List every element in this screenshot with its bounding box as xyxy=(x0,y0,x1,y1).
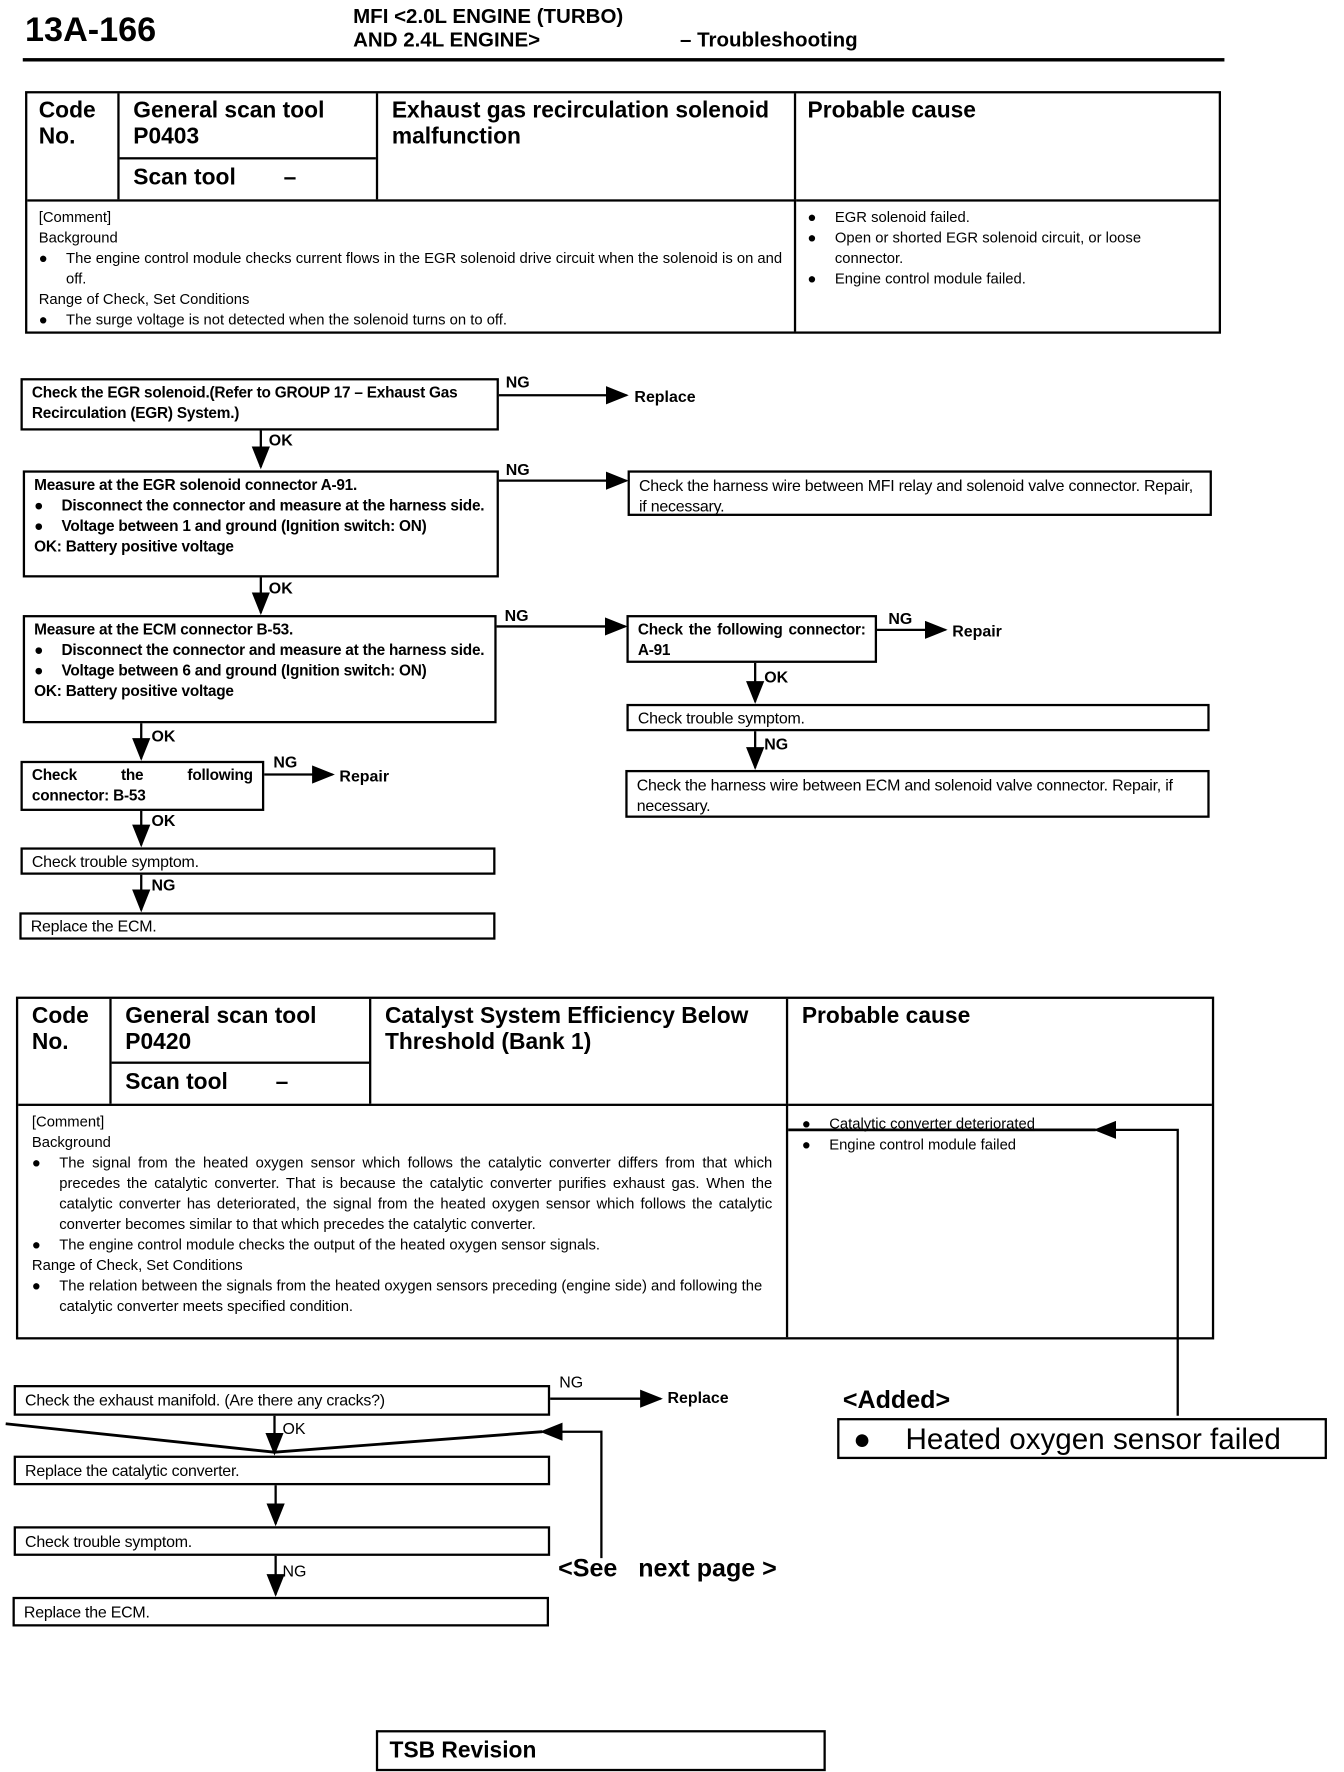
range-label: Range of Check, Set Conditions xyxy=(38,290,250,308)
added-cause-text: Heated oxygen sensor failed xyxy=(905,1421,1281,1456)
code-no-label: Code No. xyxy=(27,93,119,199)
causes-list xyxy=(788,1104,1212,1337)
ok-label: OK xyxy=(268,578,293,597)
ng-label: NG xyxy=(559,1372,584,1391)
ok-label: OK xyxy=(151,726,176,745)
background-item: ● The engine control module checks the output of the heated oxygen sensor signals. xyxy=(32,1235,772,1256)
ok-criterion-value: Battery positive voltage xyxy=(65,682,234,700)
result-repair: Repair xyxy=(952,621,1002,641)
scan-tool-label: Scan tool xyxy=(125,1069,228,1095)
step-check-harness-ecm: Check the harness wire between ECM and solenoid valve connector. Repair, if necessary. xyxy=(625,770,1209,818)
range-label: Range of Check, Set Conditions xyxy=(31,1256,243,1274)
step-item: ● Voltage between 6 and ground (Ignition switch: ON) xyxy=(34,661,485,682)
ng-label: NG xyxy=(888,609,913,628)
step-check-trouble-symptom: Check trouble symptom. xyxy=(14,1526,550,1556)
background-text: The signal from the heated oxygen sensor which follows the catalytic converter differs from that which precedes the catalytic converter. That is because the catalytic converter purifies exhaust gas. When the catalytic converter has deteriorated, the signal from the heated oxygen sensor which follows the catalytic converter becomes similar to that which precedes the catalytic converter. xyxy=(59,1153,773,1233)
step-check-connector-a91: Check the following connector: A-91 xyxy=(626,615,877,663)
step-item-text: Voltage between 1 and ground (Ignition switch: ON) xyxy=(61,517,427,535)
step-title: Measure at the EGR solenoid connector A-91. xyxy=(34,476,358,494)
scan-tool-value: – xyxy=(283,165,297,191)
cause-text: Engine control module failed. xyxy=(834,269,1026,288)
ok-criterion-value: Battery positive voltage xyxy=(65,537,234,555)
result-replace: Replace xyxy=(667,1388,729,1407)
ok-label: OK xyxy=(764,667,789,686)
dtc-table-p0420 xyxy=(16,997,1214,1340)
ng-label: NG xyxy=(505,460,530,479)
background-label: Background xyxy=(31,1133,111,1151)
cause-text: EGR solenoid failed. xyxy=(834,208,970,226)
background-item: ● The signal from the heated oxygen sensor which follows the catalytic converter differs from that which precedes the catalytic converter. That is because the catalytic converter purifies exhaust gas. When the catalytic converter has deteriorated, the signal from the heated oxygen sensor which follows the catalytic converter becomes similar to that which precedes the catalytic converter. xyxy=(32,1153,772,1235)
cause-item: ● EGR solenoid failed. xyxy=(808,207,1208,228)
range-item: ● The relation between the signals from the heated oxygen sensors preceding (engine side) and following the catalytic converter meets specified condition. xyxy=(32,1276,772,1317)
step-measure-egr-connector xyxy=(23,470,499,577)
tsb-revision-box: TSB Revision xyxy=(376,1730,826,1771)
ng-label: NG xyxy=(273,752,298,772)
step-check-connector-b53: Check the following connector: B-53 xyxy=(21,761,265,811)
general-scan-tool xyxy=(112,999,369,1064)
cause-item: ● Catalytic converter deteriorated xyxy=(802,1114,1198,1135)
general-scan-tool-label: General scan tool xyxy=(133,97,325,124)
cause-text: Catalytic converter deteriorated xyxy=(829,1115,1035,1133)
title-line-2: AND 2.4L ENGINE> xyxy=(353,28,541,52)
step-item: ● Disconnect the connector and measure at the harness side. xyxy=(34,495,487,516)
ok-criterion-label: OK: xyxy=(34,682,62,700)
ng-label: NG xyxy=(764,734,789,753)
cause-text: Open or shorted EGR solenoid circuit, or loose connector. xyxy=(834,228,1142,267)
step-item-text: Voltage between 6 and ground (Ignition switch: ON) xyxy=(61,661,427,679)
background-text: The engine control module checks current flows in the EGR solenoid drive circuit when the solenoid is on and off. xyxy=(66,249,783,288)
dtc-title: Catalyst System Efficiency Below Threshold (Bank 1) xyxy=(369,999,788,1104)
background-text: The engine control module checks the output of the heated oxygen sensor signals. xyxy=(59,1235,601,1253)
ok-criterion-label: OK: xyxy=(34,537,62,555)
step-check-trouble-symptom: Check trouble symptom. xyxy=(626,704,1209,731)
scan-tool-label: Scan tool xyxy=(133,165,236,191)
page-number: 13A-166 xyxy=(25,11,157,49)
insert-line-left xyxy=(6,1424,275,1452)
scan-tool-value: – xyxy=(275,1069,289,1095)
probable-cause-label: Probable cause xyxy=(807,97,976,124)
comment-section xyxy=(18,1104,788,1337)
see-next-page-arrow xyxy=(542,1432,601,1558)
range-text: The surge voltage is not detected when the solenoid turns on to off. xyxy=(66,310,507,329)
step-item: ● Disconnect the connector and measure at the harness side. xyxy=(34,640,485,661)
ok-label: OK xyxy=(282,1419,306,1438)
step-item-text: Disconnect the connector and measure at the harness side. xyxy=(61,641,485,659)
step-replace-catalytic-converter: Replace the catalytic converter. xyxy=(14,1456,550,1486)
step-replace-ecm: Replace the ECM. xyxy=(19,912,495,939)
ok-criterion xyxy=(34,536,487,557)
step-item: ● Voltage between 1 and ground (Ignition switch: ON) xyxy=(34,516,487,537)
range-item: ● The surge voltage is not detected when the solenoid turns on to off. xyxy=(39,310,783,331)
bullet-icon: ● xyxy=(853,1421,872,1456)
section-title: – Troubleshooting xyxy=(679,28,858,52)
step-replace-ecm: Replace the ECM. xyxy=(13,1597,549,1627)
comment-label: [Comment] xyxy=(38,208,112,226)
scan-tool xyxy=(112,1064,369,1104)
general-scan-tool-label: General scan tool xyxy=(125,1003,317,1029)
ng-label: NG xyxy=(504,605,529,625)
probable-cause-label: Probable cause xyxy=(801,1003,971,1029)
result-repair: Repair xyxy=(339,766,390,785)
cause-text: Engine control module failed xyxy=(829,1135,1017,1153)
ok-label: OK xyxy=(151,810,176,830)
range-text: The relation between the signals from the heated oxygen sensors preceding (engine side) and following the catalytic converter meets specified condition. xyxy=(59,1276,763,1315)
title-line-1: MFI <2.0L ENGINE (TURBO) xyxy=(353,4,624,28)
insert-line-right xyxy=(274,1432,542,1453)
step-check-exhaust-manifold: Check the exhaust manifold. (Are there any cracks?) xyxy=(14,1385,550,1416)
dtc-code: P0420 xyxy=(125,1029,192,1055)
step-check-egr-solenoid: Check the EGR solenoid.(Refer to GROUP 17 – Exhaust Gas Recirculation (EGR) System.) xyxy=(21,378,499,430)
step-title: Measure at the ECM connector B-53. xyxy=(34,620,294,638)
dtc-code: P0403 xyxy=(133,124,200,150)
dtc-title: Exhaust gas recirculation solenoid malfunction xyxy=(376,93,796,199)
ng-label: NG xyxy=(151,875,176,895)
ok-criterion xyxy=(34,681,485,702)
step-item-text: Disconnect the connector and measure at the harness side. xyxy=(61,496,485,514)
code-no-label: Code No. xyxy=(18,999,111,1104)
added-label: <Added> xyxy=(842,1385,951,1414)
see-next-page-note: <See next page > xyxy=(558,1553,777,1583)
step-measure-ecm-connector xyxy=(23,615,497,723)
ng-label: NG xyxy=(505,372,530,391)
step-check-harness-mfi-relay: Check the harness wire between MFI relay and solenoid valve connector. Repair, if necessary. xyxy=(628,470,1212,516)
background-label: Background xyxy=(38,228,118,247)
cause-item: ● Engine control module failed xyxy=(802,1134,1198,1155)
comment-label: [Comment] xyxy=(31,1112,105,1130)
added-cause-box xyxy=(837,1418,1327,1459)
cause-item: ● Open or shorted EGR solenoid circuit, or loose connector. xyxy=(808,228,1208,269)
ok-label: OK xyxy=(268,430,293,449)
background-item: ● The engine control module checks current flows in the EGR solenoid drive circuit when the solenoid is on and off. xyxy=(39,248,783,289)
step-check-trouble-symptom: Check trouble symptom. xyxy=(21,847,496,874)
ng-label: NG xyxy=(282,1561,307,1580)
result-replace: Replace xyxy=(634,387,696,406)
cause-item: ● Engine control module failed. xyxy=(808,269,1208,290)
